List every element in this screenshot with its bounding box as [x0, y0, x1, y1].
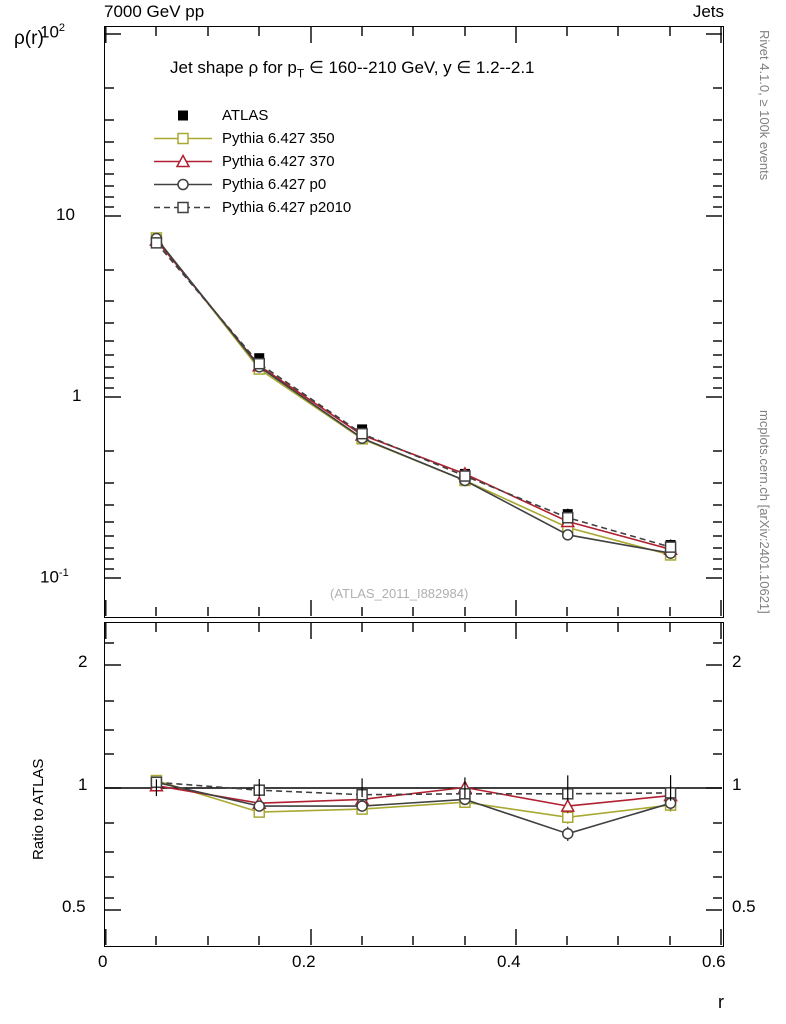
- legend-key-icon: [152, 127, 214, 150]
- legend-entry: [152, 127, 351, 150]
- plot-title-pre: Jet shape: [170, 58, 249, 77]
- analysis-id-watermark: (ATLAS_2011_I882984): [330, 586, 469, 601]
- ratio-plot-svg: [105, 623, 722, 945]
- ratio-plot-panel: [104, 622, 724, 947]
- ratio-y-tick-label-2-left: 2: [78, 652, 88, 671]
- y-tick-label-1: 1: [72, 386, 82, 405]
- y-tick-label-100: $10^2$: [40, 22, 66, 42]
- legend-label: ATLAS: [222, 107, 269, 124]
- y-axis-ticks-ratio: [105, 643, 722, 910]
- series-pythia-6-427-350: [151, 233, 675, 560]
- series-pythia-6-427-p2010: [151, 777, 675, 800]
- y-tick-label-0.1: $10^{-1}$: [40, 567, 69, 587]
- legend-label: Pythia 6.427 p2010: [222, 199, 352, 216]
- ratio-y-axis-label: Ratio to ATLAS: [30, 758, 47, 860]
- legend-entry: [152, 196, 351, 219]
- legend-label: Pythia 6.427 p0: [222, 176, 327, 193]
- plot-title-post: ∈ 160--210 GeV, y ∈ 1.2--2.1: [304, 58, 535, 77]
- legend-key-icon: [152, 150, 214, 173]
- legend-entry: [152, 173, 351, 196]
- legend-key-icon: [152, 196, 214, 219]
- legend: [152, 104, 351, 219]
- y-axis-label-text: ρ(r): [14, 28, 44, 49]
- series-pythia-6-427-p0: [151, 234, 675, 559]
- series-pythia-6-427-p2010: [151, 238, 675, 552]
- x-tick-label-0: 0: [98, 952, 108, 971]
- ratio-y-tick-label-1-right: 1: [732, 775, 742, 794]
- series-pythia-6-427-p0: [151, 777, 675, 841]
- series-pythia-6-427-370: [150, 234, 676, 554]
- x-axis-ticks-ratio: [106, 623, 721, 945]
- main-series-group: [150, 233, 676, 560]
- header-analysis-label: Jets: [692, 2, 724, 21]
- x-tick-label-0.4: 0.4: [497, 952, 521, 971]
- ratio-series-group: [150, 775, 676, 841]
- y-tick-label-10: 10: [56, 205, 75, 224]
- rivet-version-caption: Rivet 4.1.0, ≥ 100k events: [757, 30, 772, 181]
- x-tick-label-0.2: 0.2: [292, 952, 316, 971]
- legend-entry: [152, 104, 351, 127]
- series-atlas: [151, 235, 675, 551]
- legend-label: Pythia 6.427 350: [222, 130, 335, 147]
- ratio-y-tick-label-0.5-left: 0.5: [62, 897, 86, 916]
- ratio-y-tick-label-0.5-right: 0.5: [732, 897, 756, 916]
- plot-title: [170, 58, 535, 80]
- ratio-y-tick-label-1-left: 1: [78, 775, 88, 794]
- plot-title-rho: ρ: [248, 58, 259, 77]
- ratio-y-tick-label-2-right: 2: [732, 652, 742, 671]
- legend-entry: [152, 150, 351, 173]
- legend-key-icon: [152, 173, 214, 196]
- x-axis-label: r: [718, 992, 724, 1012]
- series-pythia-6-427-370: [150, 780, 676, 814]
- legend-label: Pythia 6.427 370: [222, 153, 335, 170]
- plot-title-sub: T: [296, 66, 305, 81]
- header-beam-label: 7000 GeV pp: [104, 2, 205, 21]
- legend-key-icon: [152, 104, 214, 127]
- x-tick-label-0.6: 0.6: [702, 952, 726, 971]
- mcplots-arxiv-caption: mcplots.cern.ch [arXiv:2401.10621]: [757, 410, 772, 614]
- plot-title-mid: for p: [258, 58, 297, 77]
